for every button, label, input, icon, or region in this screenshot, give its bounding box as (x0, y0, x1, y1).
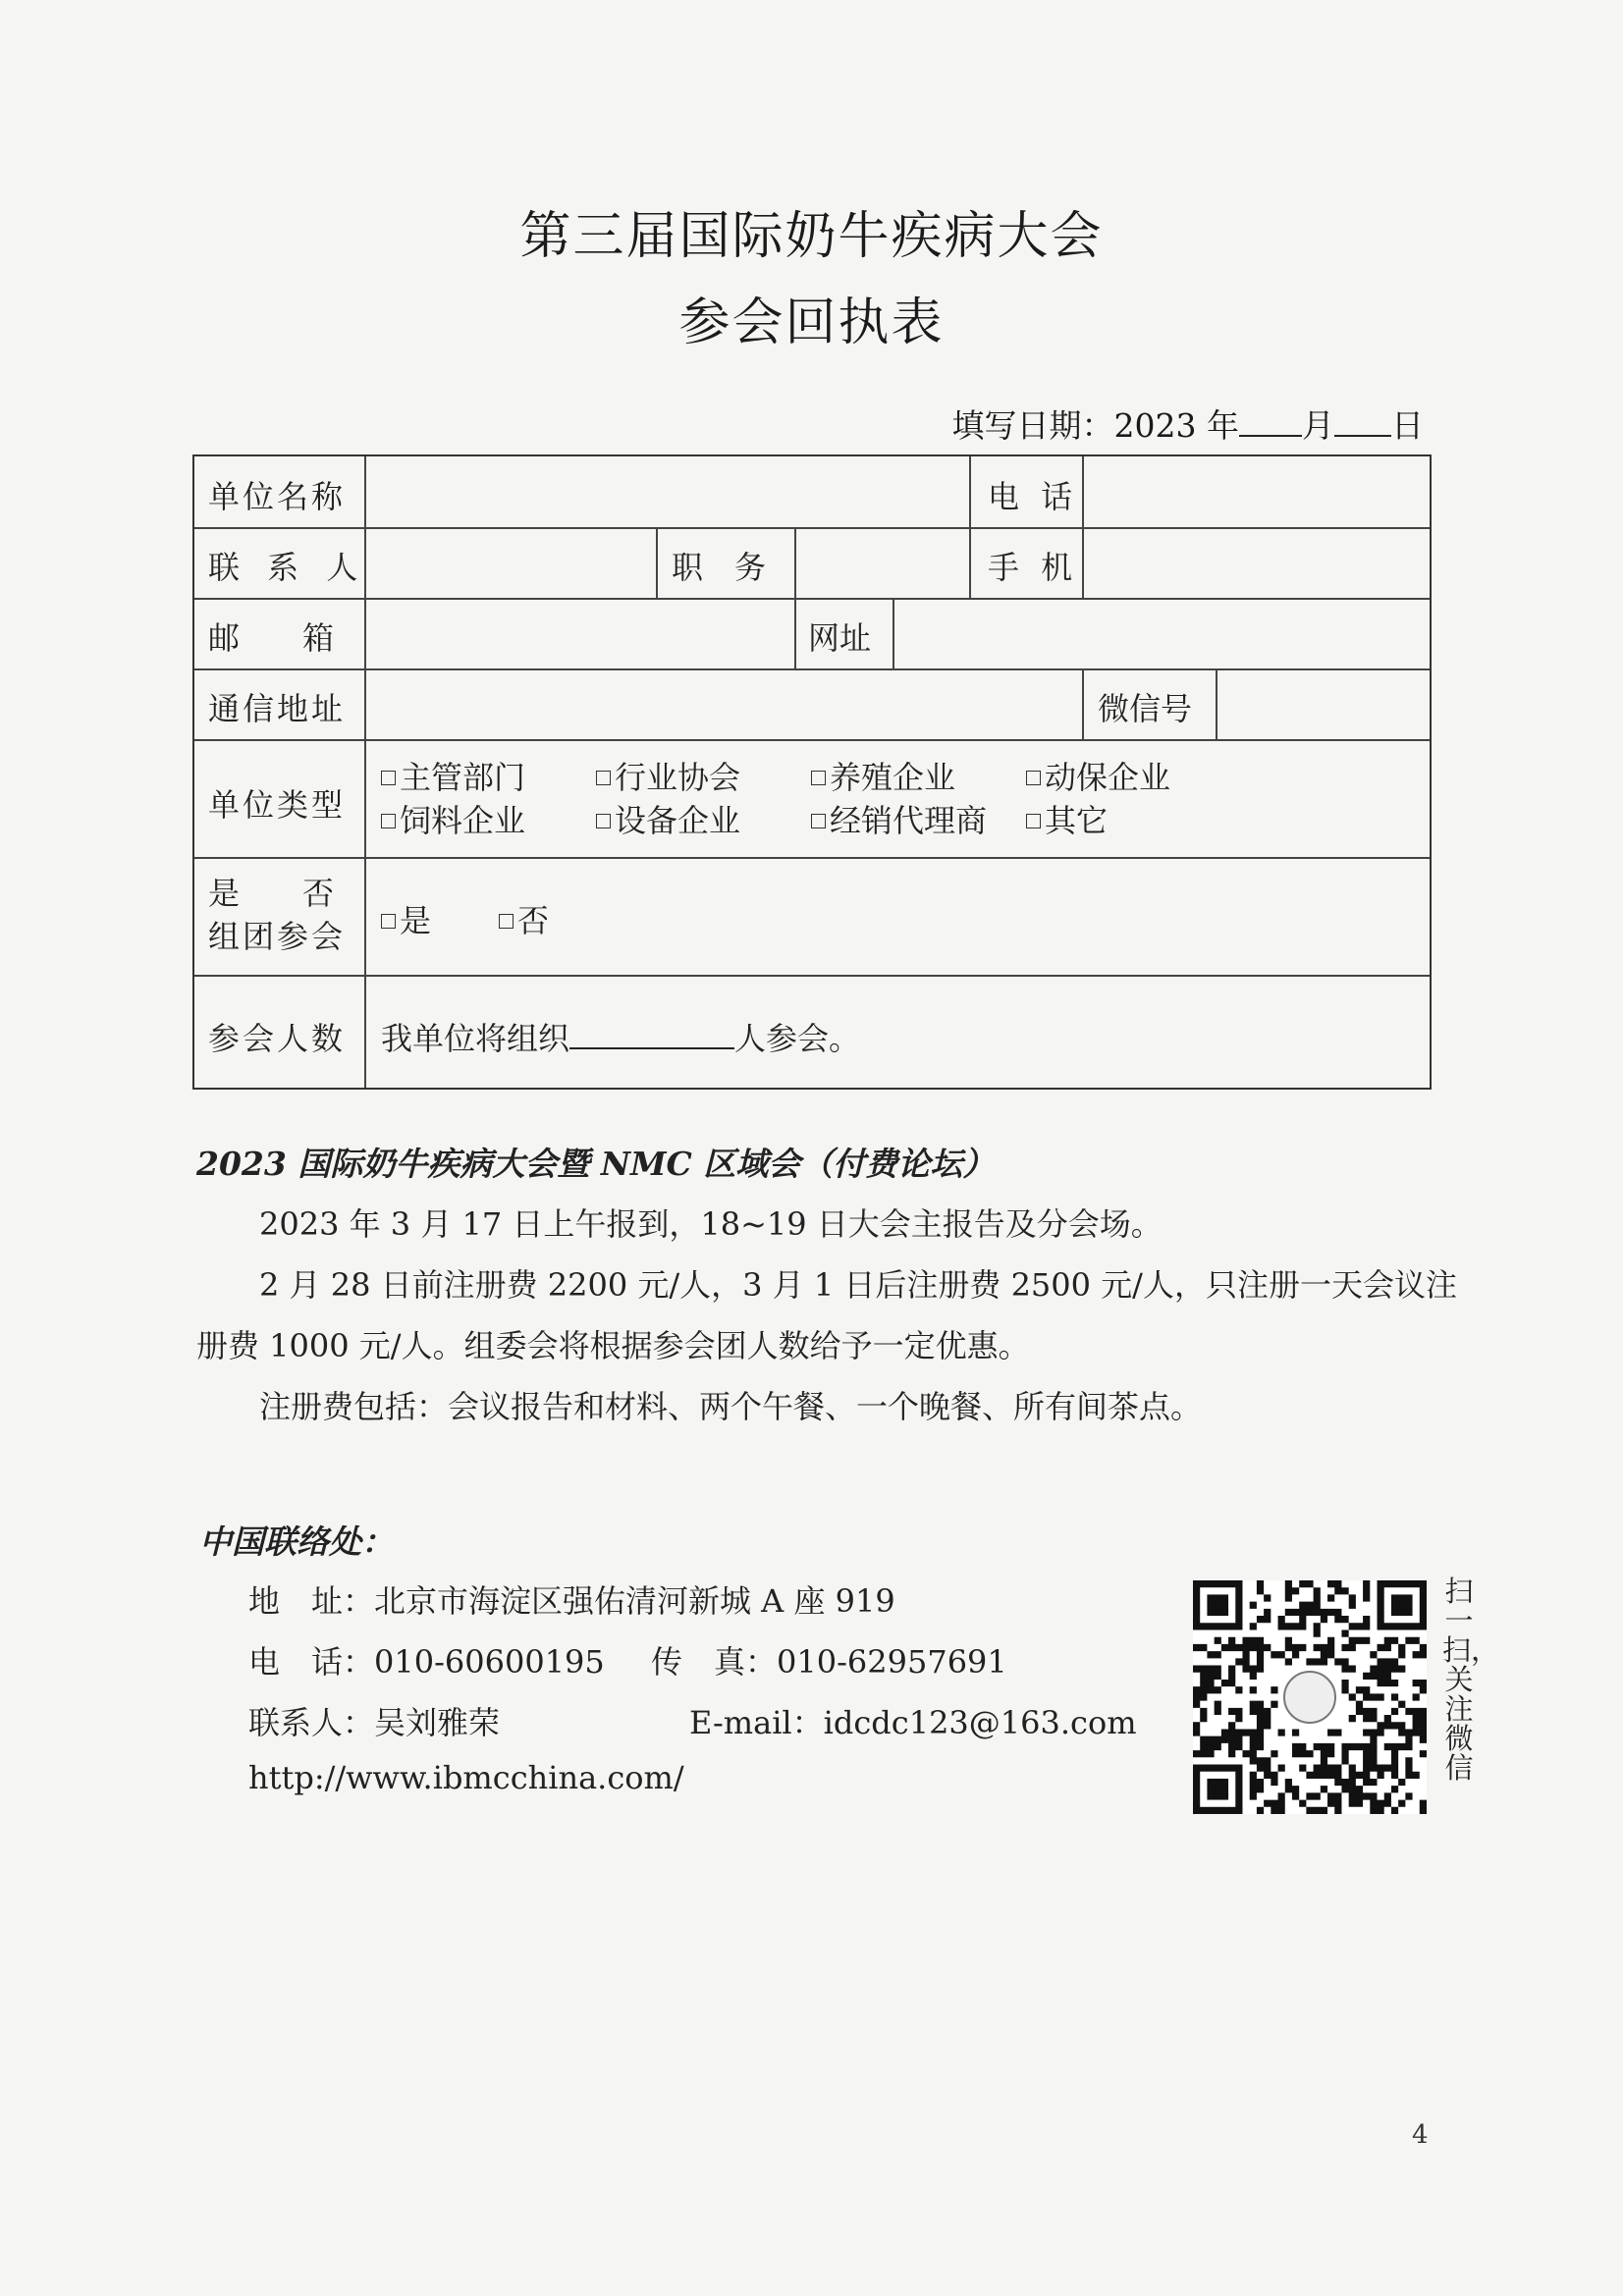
attendee-label: 参会人数 (208, 1020, 347, 1057)
wechat-qr-code[interactable] (1193, 1580, 1427, 1814)
mobile-field[interactable] (1084, 528, 1430, 598)
day-blank[interactable] (1334, 407, 1391, 437)
checkbox-icon (596, 771, 611, 785)
section-title: 2023 国际奶牛疾病大会暨 NMC 区域会（付费论坛） (196, 1145, 996, 1183)
unit-type-option[interactable]: 经销代理商 (811, 796, 987, 841)
info-paragraph-2-line-1: 2 月 28 日前注册费 2200 元/人，3 月 1 日后注册费 2500 元/人，只注册一天会议注 (259, 1266, 1457, 1304)
contact-address: 地 址：北京市海淀区强佑清河新城 A 座 919 (248, 1582, 895, 1620)
unit-type-option[interactable]: 养殖企业 (811, 753, 955, 798)
email-field[interactable] (366, 599, 793, 668)
checkbox-icon (1026, 814, 1041, 828)
checkbox-icon (381, 814, 396, 828)
unit-type-option[interactable]: 主管部门 (381, 753, 525, 798)
title-line-2: 参会回执表 (678, 294, 945, 352)
info-paragraph-3: 注册费包括：会议报告和材料、两个午餐、一个晚餐、所有间茶点。 (259, 1388, 1203, 1425)
info-paragraph-1: 2023 年 3 月 17 日上午报到，18~19 日大会主报告及分会场。 (259, 1205, 1163, 1243)
checkbox-icon (596, 814, 611, 828)
contact-url[interactable]: http://www.ibmcchina.com/ (248, 1759, 684, 1796)
phone-field[interactable] (1084, 456, 1430, 527)
email-label: 邮 箱 (208, 619, 335, 657)
unit-type-option[interactable]: 动保企业 (1026, 753, 1170, 798)
unit-type-option[interactable]: 设备企业 (596, 796, 740, 841)
contact-email[interactable]: E-mail：idcdc123@163.com (689, 1704, 1137, 1741)
unit-type-label: 单位类型 (208, 786, 347, 824)
contact-person: 联系人：吴刘雅荣 (248, 1704, 501, 1741)
checkbox-icon (811, 814, 826, 828)
wechat-field[interactable] (1217, 669, 1430, 739)
unit-name-field[interactable] (366, 456, 968, 527)
attendee-statement: 我单位将组织 人参会。 (381, 1020, 861, 1057)
group-no-option[interactable]: 否 (499, 896, 549, 941)
page-number: 4 (1412, 2120, 1429, 2150)
unit-name-label: 单位名称 (208, 478, 347, 515)
fill-date (952, 400, 1424, 447)
fill-date-day: 日 (1391, 406, 1424, 445)
qr-caption: 扫一扫，关注微信 (1442, 1575, 1500, 1785)
checkbox-icon (499, 914, 514, 929)
contact-phone: 电 话：010-60600195 (248, 1643, 605, 1681)
unit-type-option[interactable]: 饲料企业 (381, 796, 525, 841)
qr-logo-icon (1284, 1672, 1335, 1723)
phone-label: 电 话 (988, 478, 1079, 515)
fill-date-month: 月 (1302, 406, 1334, 445)
position-field[interactable] (796, 528, 968, 598)
attendee-count-blank[interactable] (569, 1020, 734, 1049)
contact-person-label: 联 系 人 (208, 549, 367, 586)
info-paragraph-2-line-2: 册费 1000 元/人。组委会将根据参会团人数给予一定优惠。 (196, 1327, 1030, 1364)
unit-type-option[interactable]: 行业协会 (596, 753, 740, 798)
group-yes-option[interactable]: 是 (381, 896, 431, 941)
checkbox-icon (811, 771, 826, 785)
checkbox-icon (381, 914, 396, 929)
website-field[interactable] (894, 599, 1430, 668)
checkbox-icon (381, 771, 396, 785)
contact-person-field[interactable] (366, 528, 655, 598)
unit-type-option[interactable]: 其它 (1026, 796, 1108, 841)
contact-fax: 传 真：010-62957691 (651, 1643, 1007, 1681)
contact-title: 中国联络处： (199, 1522, 394, 1561)
title-line-1: 第三届国际奶牛疾病大会 (519, 207, 1104, 266)
registration-form (192, 454, 1432, 1090)
group-label-line2: 组团参会 (208, 918, 347, 955)
month-blank[interactable] (1239, 407, 1302, 437)
group-label-line1: 是 否 (208, 875, 335, 912)
mobile-label: 手 机 (988, 549, 1079, 586)
wechat-label: 微信号 (1098, 690, 1193, 727)
address-label: 通信地址 (208, 690, 347, 727)
checkbox-icon (1026, 771, 1041, 785)
website-label: 网址 (808, 619, 872, 657)
position-label: 职 务 (672, 549, 767, 586)
address-field[interactable] (366, 669, 1081, 739)
fill-date-prefix: 填写日期：2023 年 (951, 406, 1239, 445)
